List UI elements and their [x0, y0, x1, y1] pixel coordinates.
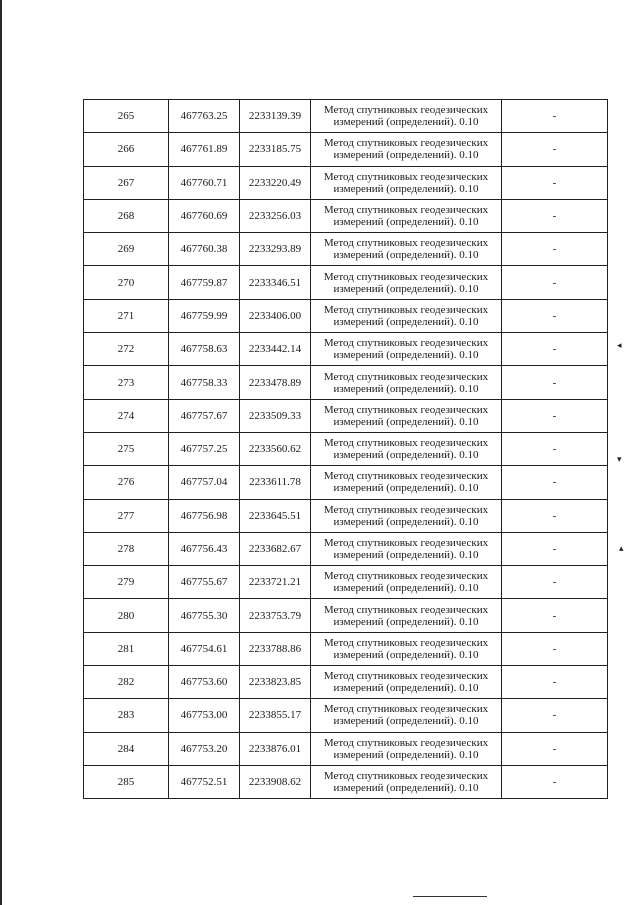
method-line-2: измерений (определений). 0.10: [333, 549, 479, 561]
x-coordinate-cell: 467756.98: [169, 499, 240, 532]
y-coordinate-cell: 2233855.17: [240, 699, 311, 732]
method-line-1: Метод спутниковых геодезических: [323, 237, 489, 250]
method-cell: [311, 466, 502, 499]
method-line-1: Метод спутниковых геодезических: [323, 204, 489, 217]
point-number-cell: 277: [84, 499, 169, 532]
point-number-cell: 283: [84, 699, 169, 732]
x-coordinate-cell: 467757.04: [169, 466, 240, 499]
extra-cell: -: [502, 133, 608, 166]
method-cell: [311, 765, 502, 798]
method-line-2: измерений (определений). 0.10: [333, 415, 479, 428]
y-coordinate-cell: 2233753.79: [240, 599, 311, 632]
y-coordinate-cell: 2233478.89: [240, 366, 311, 399]
coordinates-table-body: [84, 100, 608, 799]
method-line-2: измерений (определений). 0.10: [333, 782, 479, 795]
table-row: [84, 499, 608, 532]
point-number-cell: 273: [84, 366, 169, 399]
extra-cell: -: [502, 666, 608, 699]
point-number-cell: 282: [84, 666, 169, 699]
method-line-1: Метод спутниковых геодезических: [323, 337, 489, 350]
method-line-1: Метод спутниковых геодезических: [323, 736, 489, 749]
method-cell: [311, 133, 502, 166]
y-coordinate-cell: 2233560.62: [240, 432, 311, 465]
page-left-edge: [0, 0, 2, 905]
method-line-2: измерений (определений). 0.10: [333, 315, 479, 328]
table-row: [84, 199, 608, 232]
y-coordinate-cell: 2233611.78: [240, 466, 311, 499]
method-line-1: Метод спутниковых геодезических: [323, 570, 489, 583]
point-number-cell: 271: [84, 299, 169, 332]
table-row: [84, 166, 608, 199]
table-row: [84, 133, 608, 166]
point-number-cell: 278: [84, 532, 169, 565]
method-line-2: измерений (определений). 0.10: [333, 482, 479, 495]
method-line-1: Метод спутниковых геодезических: [323, 503, 489, 516]
point-number-cell: 274: [84, 399, 169, 432]
table-row: [84, 699, 608, 732]
table-row: [84, 599, 608, 632]
method-line-2: измерений (определений). 0.10: [333, 149, 479, 162]
extra-cell: -: [502, 399, 608, 432]
method-line-2: измерений (определений). 0.10: [333, 648, 479, 661]
method-line-1: Метод спутниковых геодезических: [323, 770, 489, 783]
x-coordinate-cell: 467758.33: [169, 366, 240, 399]
x-coordinate-cell: 467755.67: [169, 566, 240, 599]
x-coordinate-cell: 467757.25: [169, 432, 240, 465]
point-number-cell: 270: [84, 266, 169, 299]
x-coordinate-cell: 467760.71: [169, 166, 240, 199]
method-cell: [311, 199, 502, 232]
x-coordinate-cell: 467757.67: [169, 399, 240, 432]
x-coordinate-cell: 467758.63: [169, 333, 240, 366]
bottom-rule: [413, 896, 487, 897]
method-line-1: Метод спутниковых геодезических: [323, 137, 489, 150]
y-coordinate-cell: 2233788.86: [240, 632, 311, 665]
method-line-1: Метод спутниковых геодезических: [323, 370, 489, 383]
y-coordinate-cell: 2233908.62: [240, 765, 311, 798]
point-number-cell: 275: [84, 432, 169, 465]
extra-cell: -: [502, 632, 608, 665]
method-cell: [311, 366, 502, 399]
y-coordinate-cell: 2233442.14: [240, 333, 311, 366]
y-coordinate-cell: 2233721.21: [240, 566, 311, 599]
point-number-cell: 279: [84, 566, 169, 599]
extra-cell: -: [502, 233, 608, 266]
method-line-2: измерений (определений). 0.10: [333, 449, 479, 462]
y-coordinate-cell: 2233220.49: [240, 166, 311, 199]
x-coordinate-cell: 467760.69: [169, 199, 240, 232]
extra-cell: -: [502, 299, 608, 332]
method-cell: [311, 432, 502, 465]
y-coordinate-cell: 2233509.33: [240, 399, 311, 432]
extra-cell: -: [502, 732, 608, 765]
table-row: [84, 266, 608, 299]
extra-cell: -: [502, 499, 608, 532]
x-coordinate-cell: 467752.51: [169, 765, 240, 798]
y-coordinate-cell: 2233876.01: [240, 732, 311, 765]
method-line-1: Метод спутниковых геодезических: [323, 303, 489, 316]
method-line-2: измерений (определений). 0.10: [333, 249, 479, 262]
method-cell: [311, 299, 502, 332]
method-cell: [311, 266, 502, 299]
method-line-1: Метод спутниковых геодезических: [323, 170, 489, 183]
method-cell: [311, 100, 502, 133]
point-number-cell: 272: [84, 333, 169, 366]
point-number-cell: 276: [84, 466, 169, 499]
x-coordinate-cell: 467753.20: [169, 732, 240, 765]
method-line-2: измерений (определений). 0.10: [333, 682, 479, 695]
method-line-1: Метод спутниковых геодезических: [323, 537, 489, 549]
method-line-2: измерений (определений). 0.10: [333, 282, 479, 295]
extra-cell: -: [502, 765, 608, 798]
x-coordinate-cell: 467761.89: [169, 133, 240, 166]
method-cell: [311, 599, 502, 632]
table-row: [84, 632, 608, 665]
point-number-cell: 285: [84, 765, 169, 798]
method-cell: [311, 399, 502, 432]
x-coordinate-cell: 467759.87: [169, 266, 240, 299]
extra-cell: -: [502, 166, 608, 199]
extra-cell: -: [502, 266, 608, 299]
method-line-2: измерений (определений). 0.10: [333, 182, 479, 195]
extra-cell: -: [502, 532, 608, 565]
x-coordinate-cell: 467753.00: [169, 699, 240, 732]
method-line-2: измерений (определений). 0.10: [333, 515, 479, 528]
y-coordinate-cell: 2233823.85: [240, 666, 311, 699]
method-line-2: измерений (определений). 0.10: [333, 349, 479, 362]
extra-cell: -: [502, 366, 608, 399]
method-line-1: Метод спутниковых геодезических: [323, 437, 489, 450]
extra-cell: -: [502, 466, 608, 499]
method-line-2: измерений (определений). 0.10: [333, 216, 479, 229]
y-coordinate-cell: 2233346.51: [240, 266, 311, 299]
table-row: [84, 333, 608, 366]
point-number-cell: 269: [84, 233, 169, 266]
point-number-cell: 267: [84, 166, 169, 199]
table-row: [84, 532, 608, 565]
method-line-2: измерений (определений). 0.10: [333, 382, 479, 395]
point-number-cell: 284: [84, 732, 169, 765]
method-line-1: Метод спутниковых геодезических: [323, 403, 489, 416]
extra-cell: -: [502, 199, 608, 232]
x-coordinate-cell: 467760.38: [169, 233, 240, 266]
method-line-1: Метод спутниковых геодезических: [323, 703, 489, 716]
method-cell: [311, 499, 502, 532]
y-coordinate-cell: 2233293.89: [240, 233, 311, 266]
margin-mark-1: ◂: [617, 340, 622, 350]
x-coordinate-cell: 467754.61: [169, 632, 240, 665]
method-line-1: Метод спутниковых геодезических: [323, 603, 489, 616]
table-row: [84, 299, 608, 332]
y-coordinate-cell: 2233406.00: [240, 299, 311, 332]
table-row: [84, 732, 608, 765]
table-row: [84, 432, 608, 465]
extra-cell: -: [502, 333, 608, 366]
point-number-cell: 265: [84, 100, 169, 133]
method-line-2: измерений (определений). 0.10: [333, 715, 479, 728]
extra-cell: -: [502, 100, 608, 133]
method-cell: [311, 532, 502, 565]
table-row: [84, 466, 608, 499]
method-cell: [311, 566, 502, 599]
point-number-cell: 268: [84, 199, 169, 232]
table-row: [84, 765, 608, 798]
method-line-2: измерений (определений). 0.10: [333, 116, 479, 129]
method-line-1: Метод спутниковых геодезических: [323, 470, 489, 483]
x-coordinate-cell: 467763.25: [169, 100, 240, 133]
table-row: [84, 666, 608, 699]
method-cell: [311, 166, 502, 199]
method-cell: [311, 732, 502, 765]
point-number-cell: 266: [84, 133, 169, 166]
margin-mark-3: ▴: [619, 543, 624, 553]
x-coordinate-cell: 467753.60: [169, 666, 240, 699]
method-cell: [311, 666, 502, 699]
x-coordinate-cell: 467756.43: [169, 532, 240, 565]
table-row: [84, 100, 608, 133]
y-coordinate-cell: 2233682.67: [240, 532, 311, 565]
method-cell: [311, 699, 502, 732]
method-cell: [311, 333, 502, 366]
extra-cell: -: [502, 699, 608, 732]
coordinates-table: [83, 99, 608, 799]
x-coordinate-cell: 467759.99: [169, 299, 240, 332]
table-row: [84, 366, 608, 399]
point-number-cell: 281: [84, 632, 169, 665]
method-cell: [311, 233, 502, 266]
method-line-2: измерений (определений). 0.10: [333, 582, 479, 595]
y-coordinate-cell: 2233185.75: [240, 133, 311, 166]
table-row: [84, 233, 608, 266]
method-line-1: Метод спутниковых геодезических: [323, 270, 489, 283]
extra-cell: -: [502, 432, 608, 465]
extra-cell: -: [502, 599, 608, 632]
table-row: [84, 399, 608, 432]
margin-mark-2: ▾: [617, 454, 622, 464]
method-line-1: Метод спутниковых геодезических: [323, 670, 489, 683]
extra-cell: -: [502, 566, 608, 599]
y-coordinate-cell: 2233256.03: [240, 199, 311, 232]
point-number-cell: 280: [84, 599, 169, 632]
table-row: [84, 566, 608, 599]
method-line-2: измерений (определений). 0.10: [333, 748, 479, 761]
method-cell: [311, 632, 502, 665]
y-coordinate-cell: 2233645.51: [240, 499, 311, 532]
method-line-1: Метод спутниковых геодезических: [323, 104, 489, 117]
y-coordinate-cell: 2233139.39: [240, 100, 311, 133]
x-coordinate-cell: 467755.30: [169, 599, 240, 632]
method-line-1: Метод спутниковых геодезических: [323, 636, 489, 649]
method-line-2: измерений (определений). 0.10: [333, 615, 479, 628]
